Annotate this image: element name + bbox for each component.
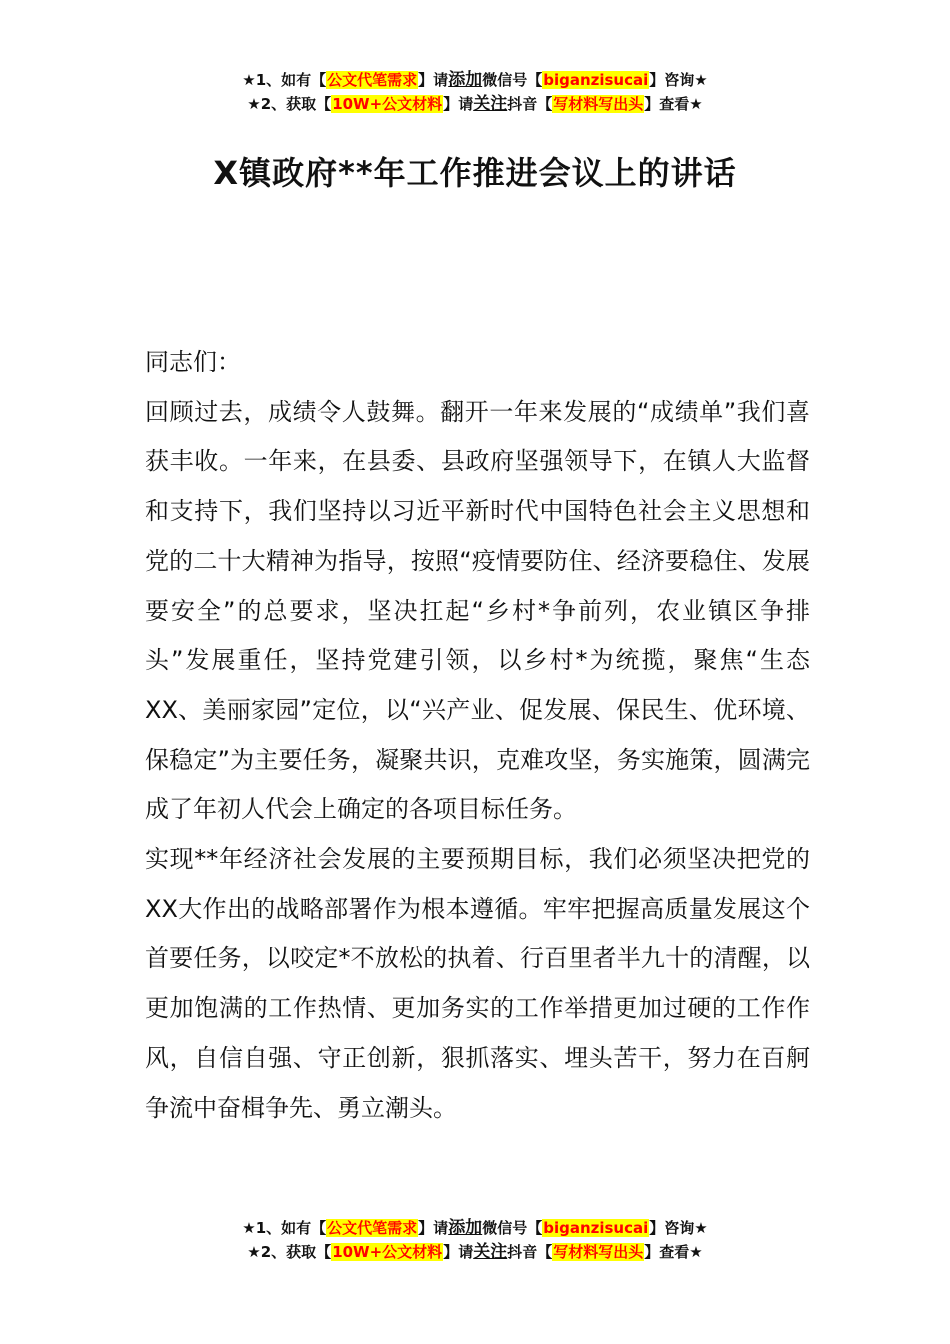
document-title: X镇政府**年工作推进会议上的讲话 bbox=[213, 154, 737, 192]
banner-text: 抖音【 bbox=[507, 1243, 553, 1261]
banner-line-1 bbox=[0, 68, 950, 92]
banner-text: 】请 bbox=[443, 95, 474, 113]
banner-emphasis: 关注 bbox=[473, 1242, 508, 1262]
banner-text: 】查看★ bbox=[644, 1243, 703, 1261]
banner-text: 】咨询★ bbox=[649, 71, 708, 89]
banner-douyin-id: 写材料写出头 bbox=[553, 1243, 644, 1261]
banner-text: ★2、获取【 bbox=[247, 1243, 332, 1261]
header-banner bbox=[0, 68, 950, 116]
banner-highlight: 10W+公文材料 bbox=[332, 1243, 443, 1261]
banner-text: 微信号【 bbox=[482, 1219, 543, 1237]
footer-banner bbox=[0, 1216, 950, 1264]
banner-text: 】咨询★ bbox=[649, 1219, 708, 1237]
document-body bbox=[145, 338, 810, 1133]
salutation: 同志们： bbox=[145, 348, 241, 376]
banner-line-2 bbox=[0, 1240, 950, 1264]
banner-douyin-id: 写材料写出头 bbox=[553, 95, 644, 113]
banner-wechat-id: biganzisucai bbox=[543, 1219, 649, 1237]
paragraph: 实现**年经济社会发展的主要预期目标，我们必须坚决把党的XX大作出的战略部署作为根本遵循。牢牢把握高质量发展这个首要任务，以咬定*不放松的执着、行百里者半九十的清醒，以更加饱满的工作热情、更加务实的工作举措更加过硬的工作作风，自信自强、守正创新，狠抓落实、埋头苦干，努力在百舸争流中奋楫争先、勇立潮头。 bbox=[145, 845, 810, 1122]
banner-text: 】查看★ bbox=[644, 95, 703, 113]
paragraph: 回顾过去，成绩令人鼓舞。翻开一年来发展的“成绩单”我们喜获丰收。一年来，在县委、县政府坚强领导下，在镇人大监督和支持下，我们坚持以习近平新时代中国特色社会主义思想和党的二十大精神为指导，按照“疫情要防住、经济要稳住、发展要安全”的总要求，坚决扛起“乡村*争前列，农业镇区争排头”发展重任，坚持党建引领，以乡村*为统揽，聚焦“生态XX、美丽家园”定位，以“兴产业、促发展、保民生、优环境、保稳定”为主要任务，凝聚共识，克难攻坚，务实施策，圆满完成了年初人代会上确定的各项目标任务。 bbox=[145, 397, 810, 824]
banner-emphasis: 添加 bbox=[448, 1218, 483, 1238]
banner-text: ★1、如有【 bbox=[242, 1219, 327, 1237]
banner-emphasis: 关注 bbox=[473, 94, 508, 114]
banner-highlight: 10W+公文材料 bbox=[332, 95, 443, 113]
banner-text: ★2、获取【 bbox=[247, 95, 332, 113]
banner-highlight: 公文代笔需求 bbox=[327, 1219, 418, 1237]
banner-text: 抖音【 bbox=[507, 95, 553, 113]
banner-emphasis: 添加 bbox=[448, 70, 483, 90]
banner-line-1 bbox=[0, 1216, 950, 1240]
banner-text: ★1、如有【 bbox=[242, 71, 327, 89]
banner-text: 】请 bbox=[418, 71, 449, 89]
banner-text: 】请 bbox=[418, 1219, 449, 1237]
banner-line-2 bbox=[0, 92, 950, 116]
banner-text: 】请 bbox=[443, 1243, 474, 1261]
banner-highlight: 公文代笔需求 bbox=[327, 71, 418, 89]
banner-text: 微信号【 bbox=[482, 71, 543, 89]
banner-wechat-id: biganzisucai bbox=[543, 71, 649, 89]
